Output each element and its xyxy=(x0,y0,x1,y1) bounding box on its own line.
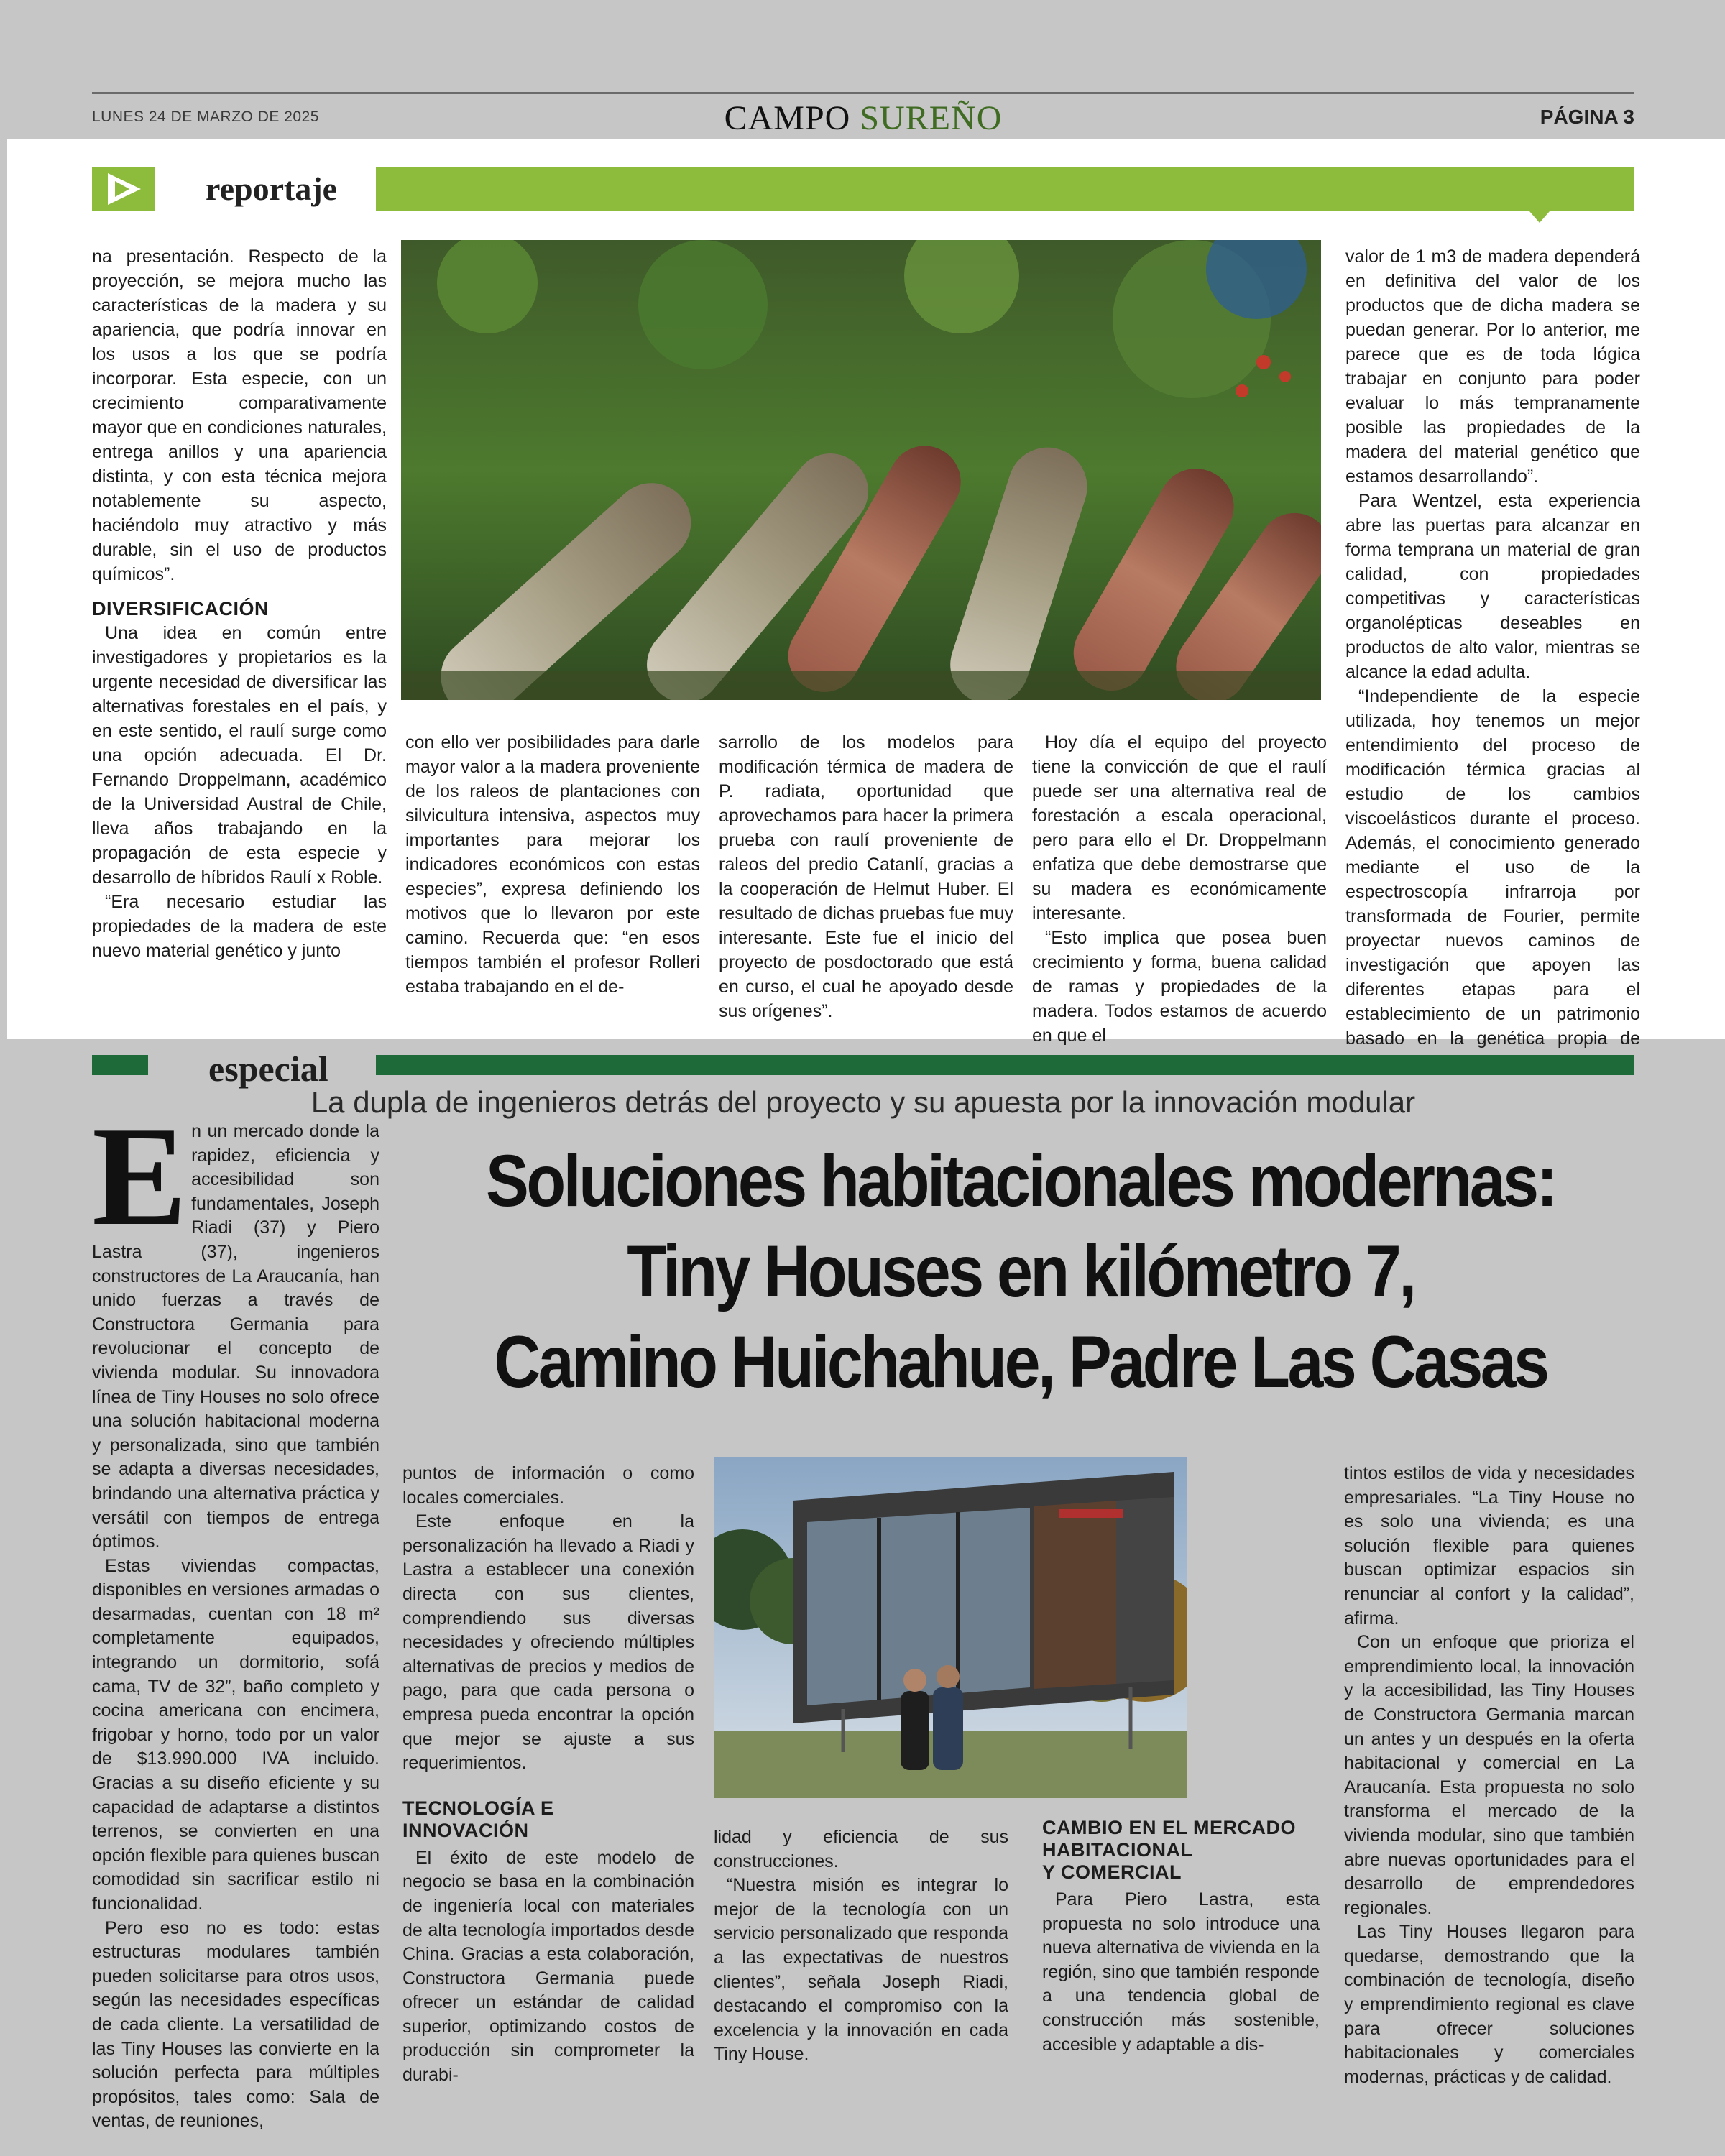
body-text: tintos estilos de vida y necesidades empresariales. “La Tiny House no es solo una vivienda; es una solución flexible para quienes buscan optimizar espacios sin renunciar al confort y la calidad”, afirma. xyxy=(1344,1463,1634,1628)
body-text: valor de 1 m3 de madera dependerá en definitiva del valor de los productos que de dicha madera se puedan generar. Por lo anterior, me parece que es de toda lógica trabajar en conjunto para poder evaluar lo más tempranamente posible las propiedades de la madera del material genético que estamos desarrollando”. xyxy=(1346,247,1640,487)
headline-line-2: Tiny Houses en kilómetro 7, xyxy=(627,1230,1414,1312)
issue-date: LUNES 24 DE MARZO DE 2025 xyxy=(92,109,319,125)
body-text: “Independiente de la especie utilizada, hoy tenemos un mejor entendimiento del proceso de modificación térmica gracias al estudio de los cambios viscoelásticos durante el proceso. Además, el conocimiento generado mediante el uso de la espectroscopía infrarroja por transformada de Fourier, permite proyectar nuevos caminos de investigación que apoyen las diferentes etapas para el establecimiento de un patrimonio basado en la genética propia de xyxy=(1346,686,1640,1049)
especial-column-5 xyxy=(1344,1462,1634,2089)
masthead xyxy=(92,98,1634,138)
tiny-house-photo xyxy=(714,1457,1187,1798)
body-text: “Nuestra misión es integrar lo mejor de la tecnología con un servicio personalizado que responda a las expectativas de nuestros clientes”, señala Joseph Riadi, destacando el compromiso con la excelencia y la innovación en cada Tiny House. xyxy=(714,1875,1008,2065)
body-text: Este enfoque en la personalización ha llevado a Riadi y Lastra a establecer una conexión directa con sus clientes, comprendiendo sus diversas necesidades y ofreciendo múltiples alternativas de precios y medios de pago, para que cada persona o empresa pueda encontrar la opción que mejor se ajuste a sus requerimientos. xyxy=(402,1511,694,1774)
subhead-diversificacion: DIVERSIFICACIÓN xyxy=(92,598,270,619)
drop-cap: E xyxy=(92,1097,188,1255)
reportaje-section xyxy=(7,139,1725,1049)
especial-section-bar xyxy=(92,1049,1634,1089)
body-text: na presentación. Respecto de la proyección, se mejora mucho las características de la madera y su apariencia, que podría innovar en los usos a los que se podría incorporar. Esta especie, con un crecimiento comparativamente mayor que en condiciones naturales, entrega anillos y una apariencia distinta, y con esta técnica mejora notablemente su aspecto, haciéndolo muy atractivo y más durable, sin el uso de productos químicos”. xyxy=(92,247,387,584)
reportaje-column-4 xyxy=(1032,730,1327,1048)
especial-column-3 xyxy=(714,1825,1008,2067)
body-text: “Esto implica que posea buen crecimiento y forma, buena calidad de ramas y propiedades de la madera. Todos estamos de acuerdo en que el xyxy=(1032,928,1327,1046)
page-header xyxy=(92,92,1634,137)
subhead-line: CAMBIO EN EL MERCADO xyxy=(1042,1817,1297,1838)
subhead-line: TECNOLOGÍA E xyxy=(402,1797,554,1819)
subhead-line: Y COMERCIAL xyxy=(1042,1861,1182,1883)
body-text: sarrollo de los modelos para modificación térmica de madera de P. radiata, oportunidad que aprovechamos para hacer la primera prueba con raulí proveniente de raleos del predio Catanlí, gracias a la cooperación de Helmut Huber. El resultado de dichas pruebas fue muy interesante. Este fue el inicio del proyecto de posdoctorado que está en curso, el cual he apoyado desde sus orígenes”. xyxy=(719,732,1013,1021)
section-bar-strip xyxy=(376,1055,1634,1075)
play-arrow-icon xyxy=(92,167,155,211)
especial-column-1 xyxy=(92,1097,380,2134)
article-headline xyxy=(477,1135,1565,1407)
body-text: “Era necesario estudiar las propiedades de la madera de este nuevo material genético y junto xyxy=(92,892,387,961)
section-label-especial: especial xyxy=(208,1049,328,1089)
headline-line-1: Soluciones habitacionales modernas: xyxy=(486,1140,1555,1222)
reportaje-column-2 xyxy=(405,730,700,999)
body-text: Con un enfoque que prioriza el emprendimiento local, la innovación y la accesibilidad, las Tiny Houses de Constructora Germania marcan un antes y un después en la oferta habitacional y comercial en La Araucanía. Esta propuesta no solo transforma el mercado de la vivienda modular, sino que también abre nuevas oportunidades para el desarrollo de emprendedores regionales. xyxy=(1344,1632,1634,1918)
body-text: lidad y eficiencia de sus construcciones. xyxy=(714,1827,1008,1871)
article-kicker: La dupla de ingenieros detrás del proyecto y su apuesta por la innovación modular xyxy=(310,1085,1416,1119)
headline-line-3: Camino Huichahue, Padre Las Casas xyxy=(494,1321,1547,1403)
reportaje-section-bar xyxy=(92,167,1634,211)
subhead-line: HABITACIONAL xyxy=(1042,1839,1193,1861)
subhead-line: INNOVACIÓN xyxy=(402,1819,529,1841)
section-bar-strip xyxy=(376,167,1634,211)
body-text: Las Tiny Houses llegaron para quedarse, demostrando que la combinación de tecnología, diseño y emprendimiento regional es clave para ofrecer soluciones habitacionales y comerciales modernas, prácticas y de calidad. xyxy=(1344,1922,1634,2087)
masthead-campo: CAMPO xyxy=(724,99,851,137)
body-text: Para Wentzel, esta experiencia abre las puertas para alcanzar en forma temprana un material de gran calidad, con propiedades competitivas y características organolépticas deseables en productos de alto valor, mientras se alcance la edad adulta. xyxy=(1346,491,1640,682)
body-text: con ello ver posibilidades para darle mayor valor a la madera proveniente de los raleos de plantaciones con silvicultura intensiva, aspectos muy importantes para mejorar los indicadores económicos con estas especies”, expresa definiendo los motivos que lo llevaron por este camino. Recuerda que: “en esos tiempos también el profesor Rolleri estaba trabajando en el de- xyxy=(405,732,700,997)
especial-column-2 xyxy=(402,1462,694,2088)
body-text: Una idea en común entre investigadores y propietarios es la urgente necesidad de diversificar las alternativas forestales en el país, y en este sentido, el raulí surge como una opción adecuada. El Dr. Fernando Droppelmann, académico de la Universidad Austral de Chile, lleva años trabajando en la propagación de esta especie y desarrollo de híbridos Raulí x Roble. xyxy=(92,623,387,888)
body-text: El éxito de este modelo de negocio se basa en la combinación de ingeniería local con materiales de alta tecnología importados desde China. Gracias a esta colaboración, Constructora Germania puede ofrecer un estándar de calidad superior, optimizando costos de producción sin comprometer la durabi- xyxy=(402,1847,694,2086)
section-label-reportaje: reportaje xyxy=(206,170,338,207)
body-text: Para Piero Lastra, esta propuesta no solo introduce una nueva alternativa de vivienda en la región, sino que también responde a una tendencia global de construcción más sostenible, accesible y adaptable a dis- xyxy=(1042,1889,1320,2055)
reportaje-column-1 xyxy=(92,244,387,963)
subhead-tecnologia xyxy=(402,1797,694,1842)
logs-photo xyxy=(401,240,1321,700)
reportaje-column-5 xyxy=(1346,244,1640,1075)
body-text: Estas viviendas compactas, disponibles en versiones armadas o desarmadas, cuentan con 18 m² completamente equipados, integrando un dormitorio, sofá cama, TV de 32”, baño completo y cocina americana con encimera, frigobar y horno, todo por un valor de $13.990.000 IVA incluido. Gracias a su diseño eficiente y su capacidad de adaptarse a distintos terrenos, se convierten en una opción flexible para quienes buscan comodidad sin sacrificar estilo ni funcionalidad. xyxy=(92,1555,380,1914)
section-bar-notch xyxy=(1530,211,1550,223)
body-text: Hoy día el equipo del proyecto tiene la convicción de que el raulí puede ser una alternativa real de forestación a escala operacional, pero para ello el Dr. Droppelmann enfatiza que debe demostrarse que su madera es económicamente interesante. xyxy=(1032,732,1327,923)
body-text: Pero eso no es todo: estas estructuras modulares también pueden solicitarse para otros usos, según las necesidades específicas de cada cliente. La versatilidad de las Tiny Houses las convierte en la solución perfecta para múltiples propósitos, tales como: Sala de ventas, de reuniones, xyxy=(92,1917,380,2132)
lead-text: n un mercado donde la rapidez, eficiencia y accesibilidad son fundamentales, Joseph Riadi (37) y Piero Lastra (37), ingenieros constructores de La Araucanía, han unido fuerzas a través de Constructora Germania para revolucionar el concepto de vivienda modular. Su innovadora línea de Tiny Houses no solo ofrece una solución habitacional moderna y personalizada, sino que también se adapta a diversas necesidades, brindando una alternativa práctica y versátil con tiempos de entrega óptimos. xyxy=(92,1121,380,1552)
reportaje-column-3 xyxy=(719,730,1013,1023)
subhead-cambio xyxy=(1042,1817,1320,1884)
especial-column-4 xyxy=(1042,1810,1320,2057)
body-text: puntos de información o como locales comerciales. xyxy=(402,1463,694,1508)
section-bar-block xyxy=(92,1055,148,1075)
masthead-sureno: SUREÑO xyxy=(860,99,1003,137)
page-number: PÁGINA 3 xyxy=(1540,106,1634,128)
body-text xyxy=(92,1097,380,1554)
